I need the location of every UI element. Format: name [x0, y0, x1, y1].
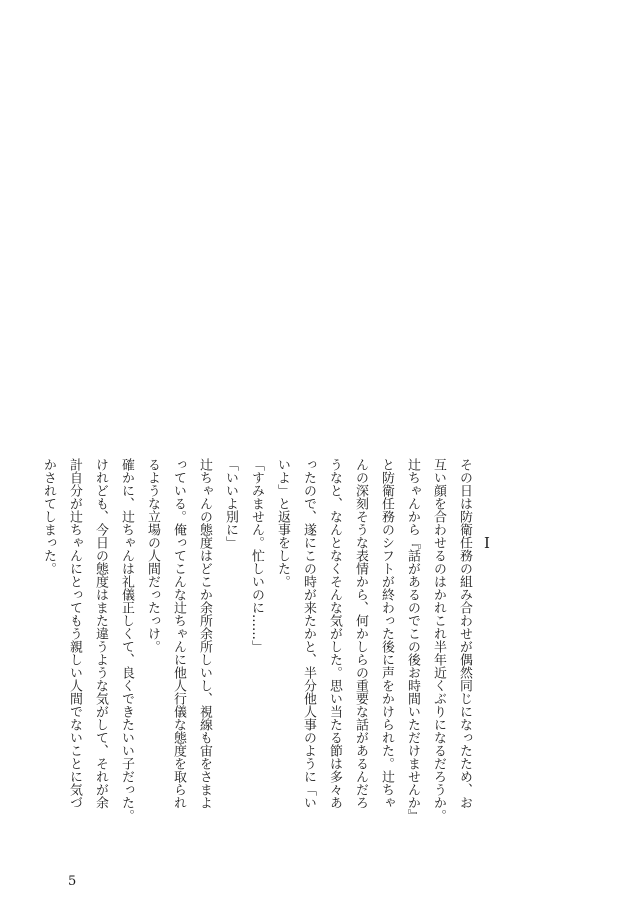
page-number: 5 — [68, 874, 77, 889]
text-line: んの深刻そうな表情から、何かしらの重要な話があるんだろ — [353, 458, 368, 809]
text-line: るような立場の人間だったっけ。 — [145, 458, 160, 653]
text-line: うなと、なんとなくそんな気がした。思い当たる節は多々あ — [327, 458, 342, 809]
text-line: かされてしまった。 — [41, 458, 56, 575]
body-text — [35, 458, 477, 878]
text-line: その日は防衛任務の組み合わせが偶然同じになったため、お — [457, 458, 472, 809]
chapter-heading: I — [484, 534, 490, 552]
dialogue-line: 「すみません。忙しいのに……」 — [249, 458, 264, 653]
text-line: 計自分が辻ちゃんにとってもう親しい人間でないことに気づ — [67, 458, 82, 809]
text-line: と防衛任務のシフトが終わった後に声をかけられた。辻ちゃ — [379, 458, 394, 809]
text-line: ったので、遂にこの時が来たかと、半分他人事のように「い — [301, 458, 316, 809]
text-line: 確かに、辻ちゃんは礼儀正しくて、良くできたいい子だった。 — [119, 458, 134, 822]
text-line: っている。俺ってこんな辻ちゃんに他人行儀な態度を取られ — [171, 458, 186, 809]
text-line: 互い顔を合わせるのはかれこれ半年近くぶりになるだろうか。 — [431, 458, 446, 822]
text-line: いよ」と返事をした。 — [275, 458, 290, 588]
text-line: 辻ちゃんから『話があるのでこの後お時間いただけませんか』 — [405, 458, 420, 822]
dialogue-line: 「いいよ別に」 — [223, 458, 238, 549]
text-line: 辻ちゃんの態度はどこか余所余所しいし、視線も宙をさまよ — [197, 458, 212, 809]
text-line: けれども、今日の態度はまた違うような気がして、それが余 — [93, 458, 108, 809]
